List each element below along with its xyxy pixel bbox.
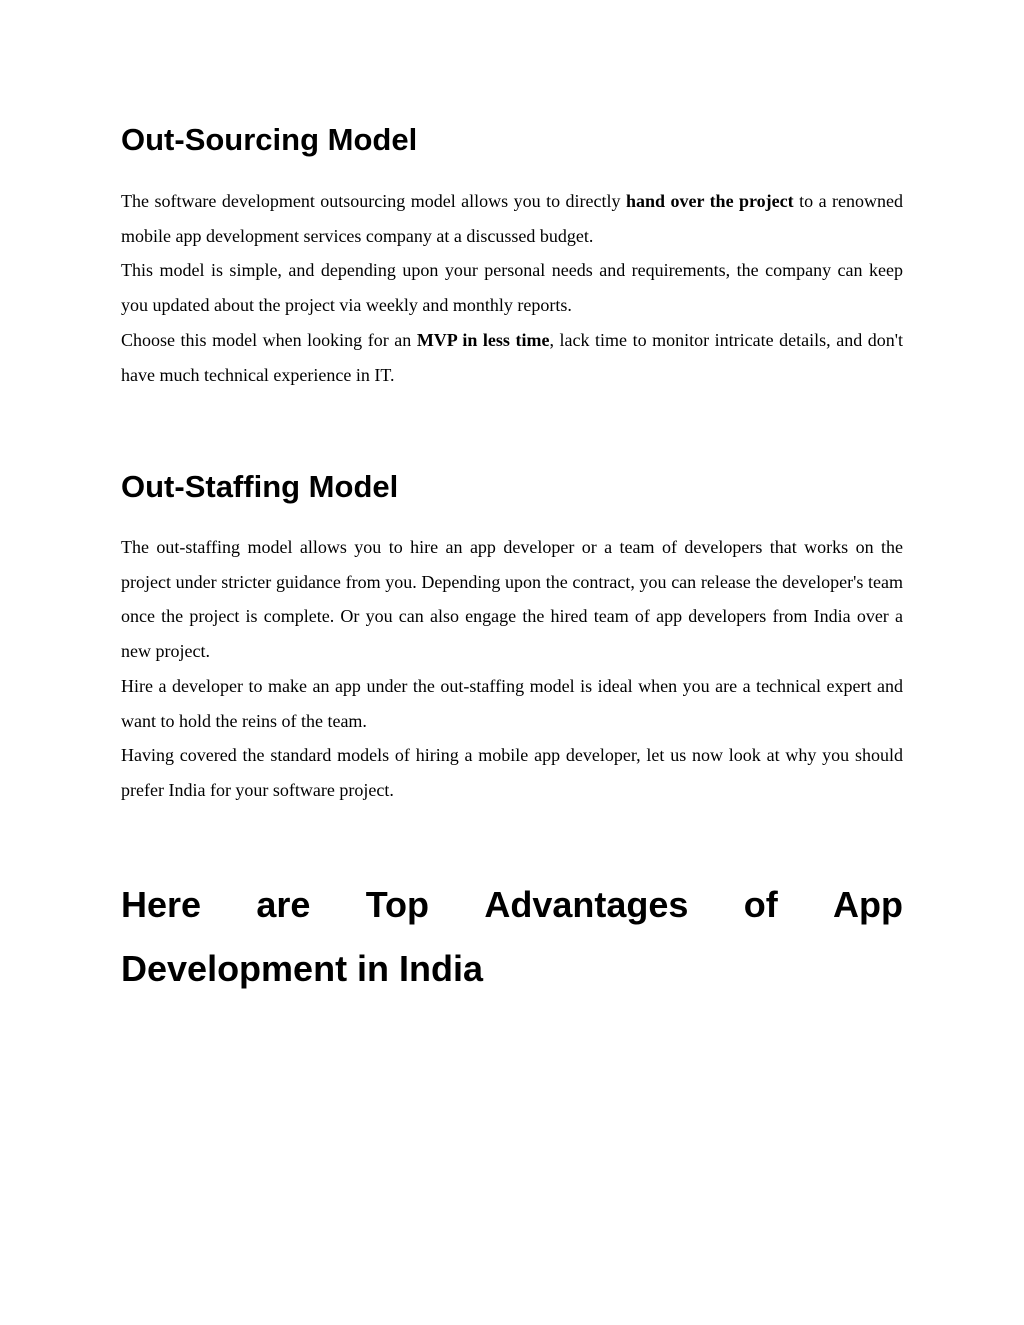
- outsourcing-heading: Out-Sourcing Model: [121, 122, 418, 157]
- outsourcing-p3-bold: MVP in less time: [416, 329, 550, 350]
- outsourcing-body: [121, 184, 903, 392]
- outsourcing-paragraph-3: [121, 323, 903, 392]
- outstaffing-heading: Out-Staffing Model: [121, 469, 399, 504]
- outsourcing-p1-text-after: to a renowned mobile app development services company at a discussed budget.: [121, 191, 903, 246]
- outsourcing-p3-text-after: , lack time to monitor intricate details, and don't have much technical experience in IT.: [121, 329, 904, 385]
- advantages-heading-word: Advantages: [484, 884, 689, 925]
- outsourcing-paragraph-1: [121, 184, 903, 253]
- advantages-heading-line-2: Development in India: [121, 948, 484, 989]
- advantages-heading-word: Top: [365, 884, 430, 925]
- outstaffing-paragraph-3: Having covered the standard models of hiring a mobile app developer, let us now look at why you should prefer India for your software project.: [121, 745, 903, 800]
- advantages-heading-word: Here: [121, 884, 202, 925]
- outsourcing-paragraph-2: This model is simple, and depending upon your personal needs and requirements, the company can keep you updated about the project via weekly and monthly reports.: [121, 260, 903, 316]
- outsourcing-p1-text-before: The software development outsourcing model allows you to directly: [121, 191, 626, 211]
- outstaffing-paragraph-1: The out-staffing model allows you to hire an app developer or a team of developers that works on the project under stricter guidance from you. Depending upon the contract, you can release the developer's team once the project is complete. Or you can also engage the hired team of app developers from India over a new project.: [121, 537, 903, 662]
- outstaffing-paragraph-2: Hire a developer to make an app under the out-staffing model is ideal when you are a technical expert and want to hold the reins of the team.: [121, 675, 903, 731]
- advantages-heading-line-1: [121, 873, 903, 937]
- advantages-heading-word: are: [256, 884, 311, 925]
- outsourcing-p3-text-before: Choose this model when looking for an: [121, 329, 417, 350]
- outsourcing-p1-bold: hand over the project: [625, 191, 794, 211]
- advantages-heading-word: App: [832, 884, 903, 925]
- advantages-heading: [121, 873, 903, 1001]
- outstaffing-body: [121, 530, 903, 808]
- advantages-heading-word: of: [743, 884, 778, 925]
